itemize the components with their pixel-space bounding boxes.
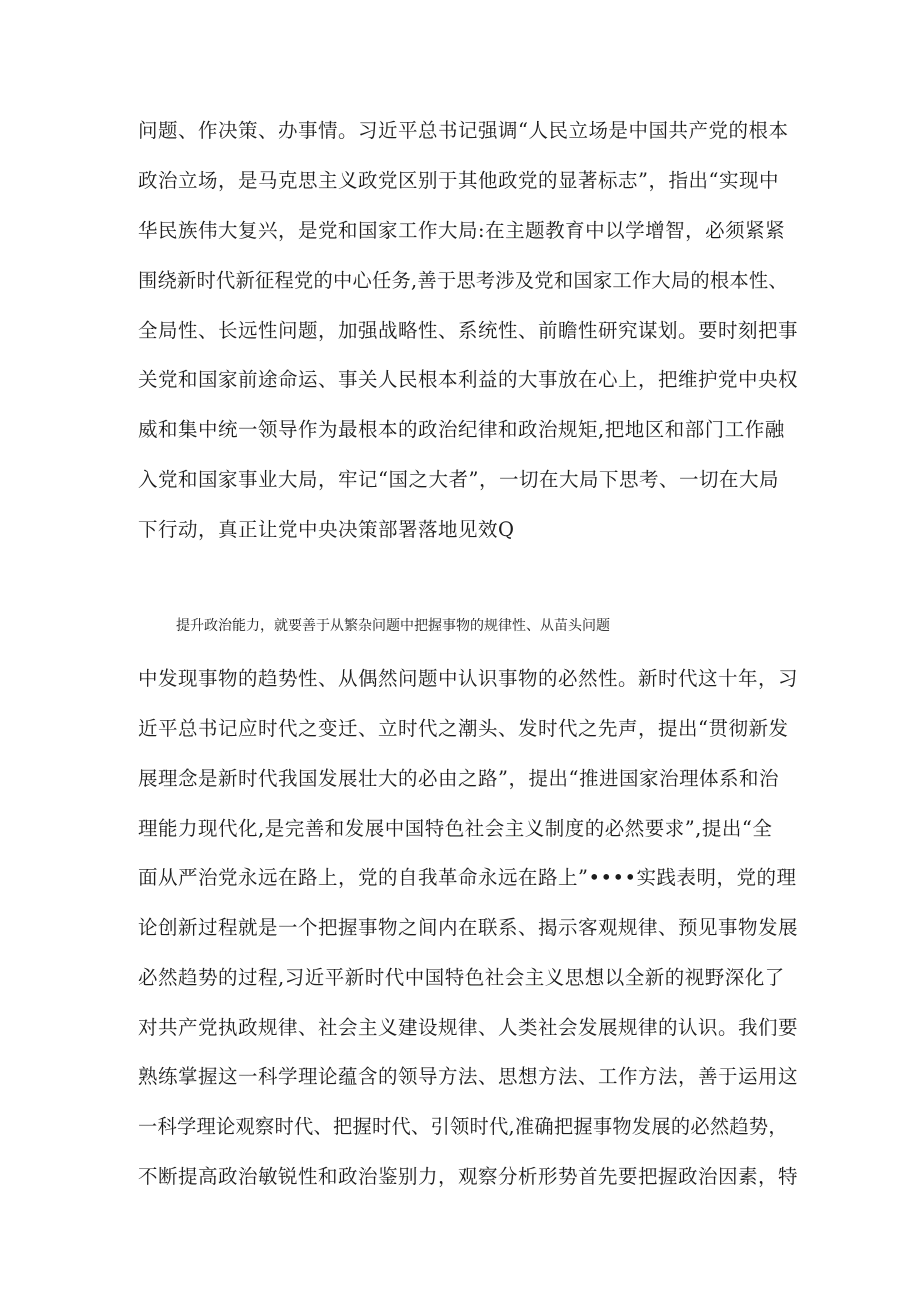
paragraph-line: 入党和国家事业大局，牢记“国之大者”，一切在大局下思考、一切在大局 xyxy=(138,468,779,491)
paragraph-line: 围绕新时代新征程党的中心任务,善于思考涉及党和国家工作大局的根本性、 xyxy=(138,269,788,292)
paragraph-line: 下行动，真正让党中央决策部署落地见效Q xyxy=(138,518,515,541)
paragraph-line: 关党和国家前途命运、事关人民根本利益的大事放在心上，把维护党中央权 xyxy=(138,368,799,391)
paragraph-line: 熟练掌握这一科学理论蕴含的领导方法、思想方法、工作方法，善于运用这 xyxy=(138,1065,799,1088)
paragraph-line: 问题、作决策、办事情。习近平总书记强调“人民立场是中国共产党的根本 xyxy=(138,119,789,142)
paragraph-line: 提升政治能力，就要善于从繁杂问题中把握事物的规律性、从苗头问题 xyxy=(176,618,610,634)
paragraph-line: 政治立场，是马克思主义政党区别于其他政党的显著标志”，指出“实现中 xyxy=(138,169,779,192)
paragraph-line: 不断提高政治敏锐性和政治鉴别力，观察分析形势首先要把握政治因素，特 xyxy=(138,1165,799,1188)
paragraph-line: 全局性、长远性问题，加强战略性、系统性、前瞻性研究谋划。要时刻把事 xyxy=(138,319,799,342)
paragraph-line: 论创新过程就是一个把握事物之间内在联系、揭示客观规律、预见事物发展 xyxy=(138,916,799,939)
paragraph-line: 理能力现代化,是完善和发展中国特色社会主义制度的必然要求”,提出“全 xyxy=(138,817,773,840)
paragraph-line: 华民族伟大复兴，是党和国家工作大局:在主题教育中以学增智，必须紧紧 xyxy=(138,219,786,242)
paragraph-line: 展理念是新时代我国发展壮大的必由之路”，提出“推进国家治理体系和治 xyxy=(138,767,779,790)
paragraph-line: 面从严治党永远在路上，党的自我革命永远在路上”••••实践表明，党的理 xyxy=(138,866,797,889)
paragraph-line: 近平总书记应时代之变迁、立时代之潮头、发时代之先声，提出“贯彻新发 xyxy=(138,717,789,740)
paragraph-line: 对共产党执政规律、社会主义建设规律、人类社会发展规律的认识。我们要 xyxy=(138,1016,799,1039)
paragraph-line: 必然趋势的过程,习近平新时代中国特色社会主义思想以全新的视野深化了 xyxy=(138,966,785,989)
paragraph-line: 中发现事物的趋势性、从偶然问题中认识事物的必然性。新时代这十年，习 xyxy=(138,667,799,690)
paragraph-line: 威和集中统一领导作为最根本的政治纪律和政治规矩,把地区和部门工作融 xyxy=(138,418,785,441)
paragraph-line: 一科学理论观察时代、把握时代、引领时代,准确把握事物发展的必然趋势， xyxy=(138,1115,788,1138)
